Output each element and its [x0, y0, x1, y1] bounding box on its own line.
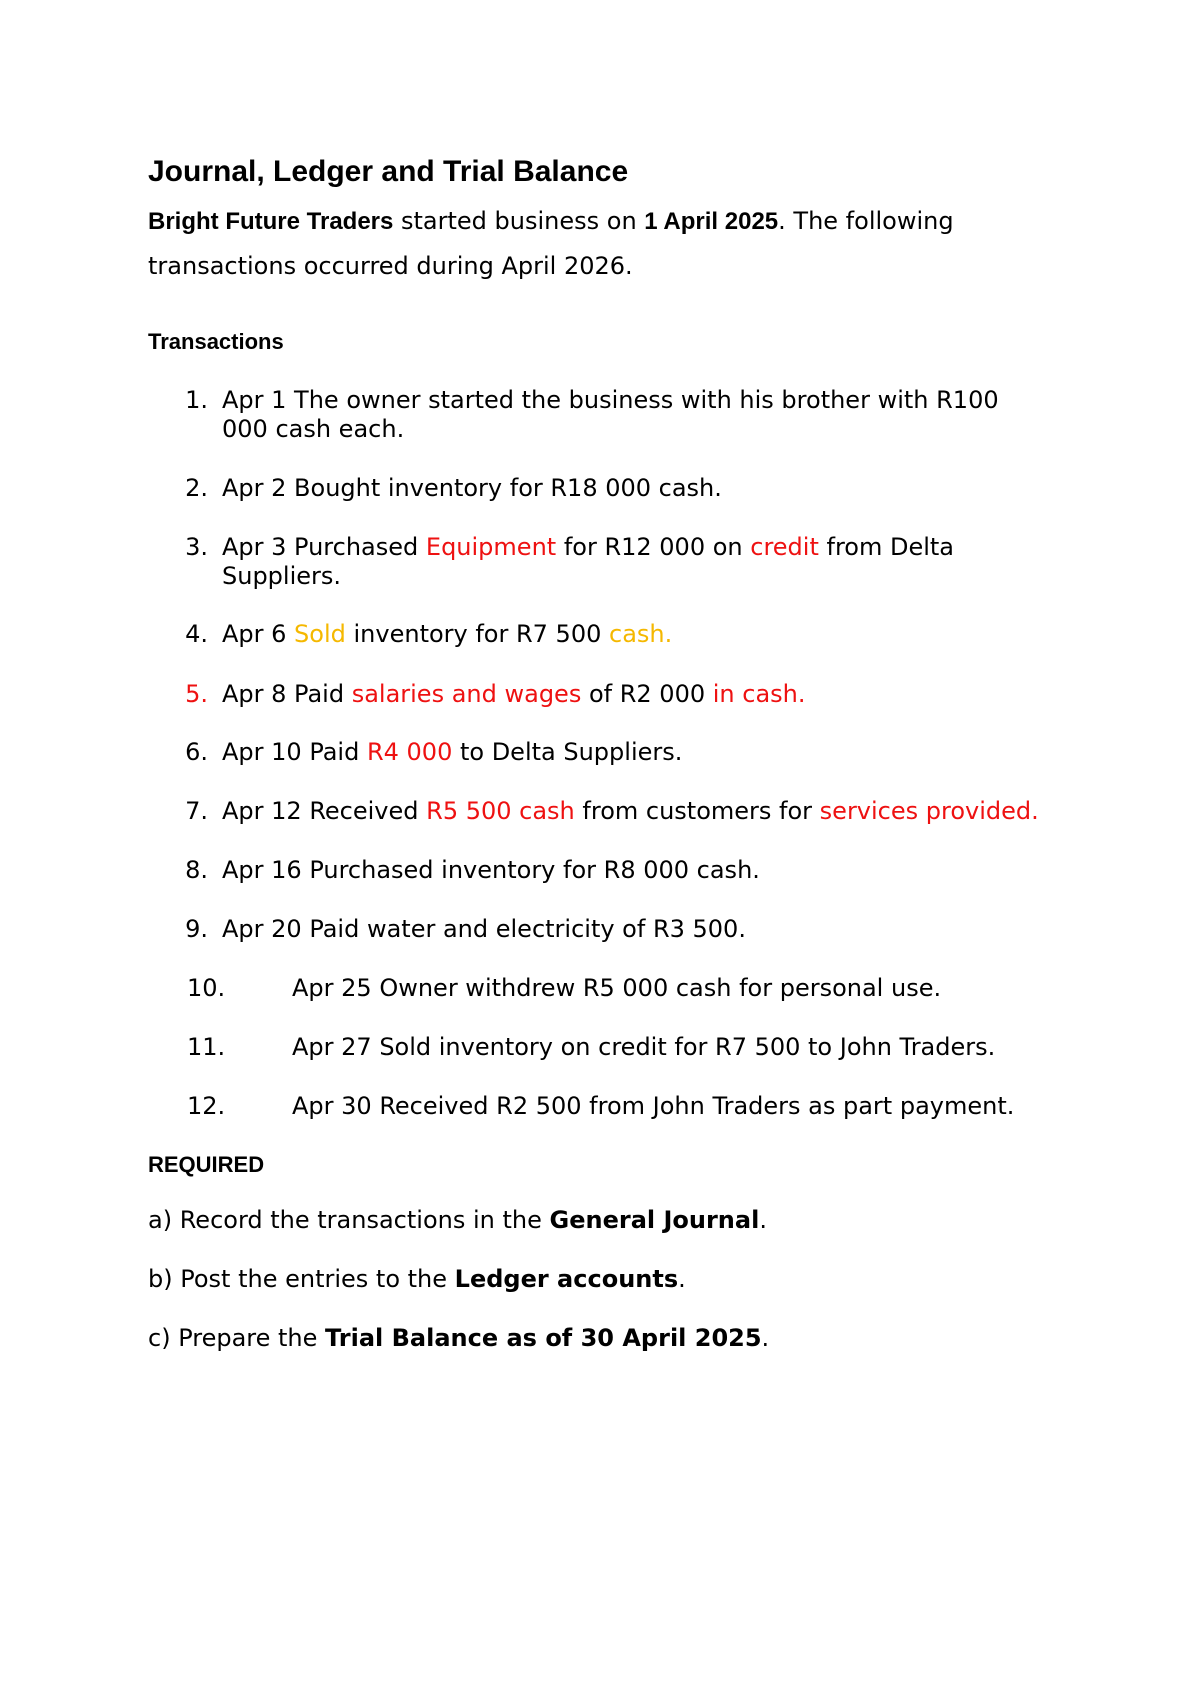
highlight-red: credit [750, 533, 819, 561]
transaction-number: 8. [185, 856, 208, 884]
transaction-number: 2. [185, 474, 208, 502]
transaction-text: Apr 20 Paid water and electricity of R3 500. [222, 915, 746, 943]
highlight-red: Equipment [425, 533, 557, 561]
intro-text-2: . The following [778, 207, 954, 235]
transaction-text: Apr 8 Paid salaries and wages of R2 000 in cash. [222, 680, 806, 708]
document-title: Journal, Ledger and Trial Balance [148, 155, 629, 188]
start-date: 1 April 2025 [644, 208, 779, 235]
transaction-number: 4. [185, 620, 208, 648]
transaction-text: Apr 12 Received R5 500 cash from customers for services provided. [222, 797, 1039, 825]
transaction-number: 10. [187, 974, 226, 1002]
company-name: Bright Future Traders [148, 208, 394, 235]
transaction-text: Apr 16 Purchased inventory for R8 000 cash. [222, 856, 760, 884]
transaction-text: Apr 2 Bought inventory for R18 000 cash. [222, 474, 722, 502]
intro-line-2: transactions occurred during April 2026. [148, 252, 633, 280]
highlight-orange: cash. [609, 620, 673, 648]
required-heading: REQUIRED [148, 1152, 265, 1177]
transaction-number: 11. [187, 1033, 226, 1061]
transaction-number: 12. [187, 1092, 226, 1120]
transaction-text: Apr 10 Paid R4 000 to Delta Suppliers. [222, 738, 683, 766]
highlight-red: in cash. [712, 680, 806, 708]
transaction-number: 3. [185, 533, 208, 561]
required-item-b: b) Post the entries to the Ledger accounts. [148, 1265, 686, 1293]
transaction-text: Apr 3 Purchased Equipment for R12 000 on credit from Delta Suppliers. [222, 533, 955, 590]
transaction-number: 7. [185, 797, 208, 825]
highlight-red: services provided. [819, 797, 1039, 825]
highlight-red: R4 000 [366, 738, 453, 766]
transaction-number: 9. [185, 915, 208, 943]
required-item-a: a) Record the transactions in the General Journal. [148, 1206, 767, 1234]
required-item-c: c) Prepare the Trial Balance as of 30 April 2025. [148, 1324, 770, 1352]
transaction-text: Apr 30 Received R2 500 from John Traders as part payment. [292, 1092, 1015, 1120]
transaction-number: 1. [185, 386, 208, 414]
highlight-red: salaries and wages [351, 680, 582, 708]
transaction-text: Apr 1 The owner started the business with his brother with R100 000 cash each. [222, 386, 999, 443]
intro-line-1 [148, 205, 954, 238]
intro-text-1: started business on [393, 207, 645, 235]
highlight-orange: Sold [294, 620, 346, 648]
transaction-text: Apr 27 Sold inventory on credit for R7 500 to John Traders. [292, 1033, 996, 1061]
transaction-number: 6. [185, 738, 208, 766]
transaction-text: Apr 6 Sold inventory for R7 500 cash. [222, 620, 673, 648]
transaction-text: Apr 25 Owner withdrew R5 000 cash for personal use. [292, 974, 942, 1002]
highlight-red: R5 500 cash [426, 797, 575, 825]
transactions-heading: Transactions [148, 329, 284, 354]
transaction-number: 5. [185, 680, 208, 708]
